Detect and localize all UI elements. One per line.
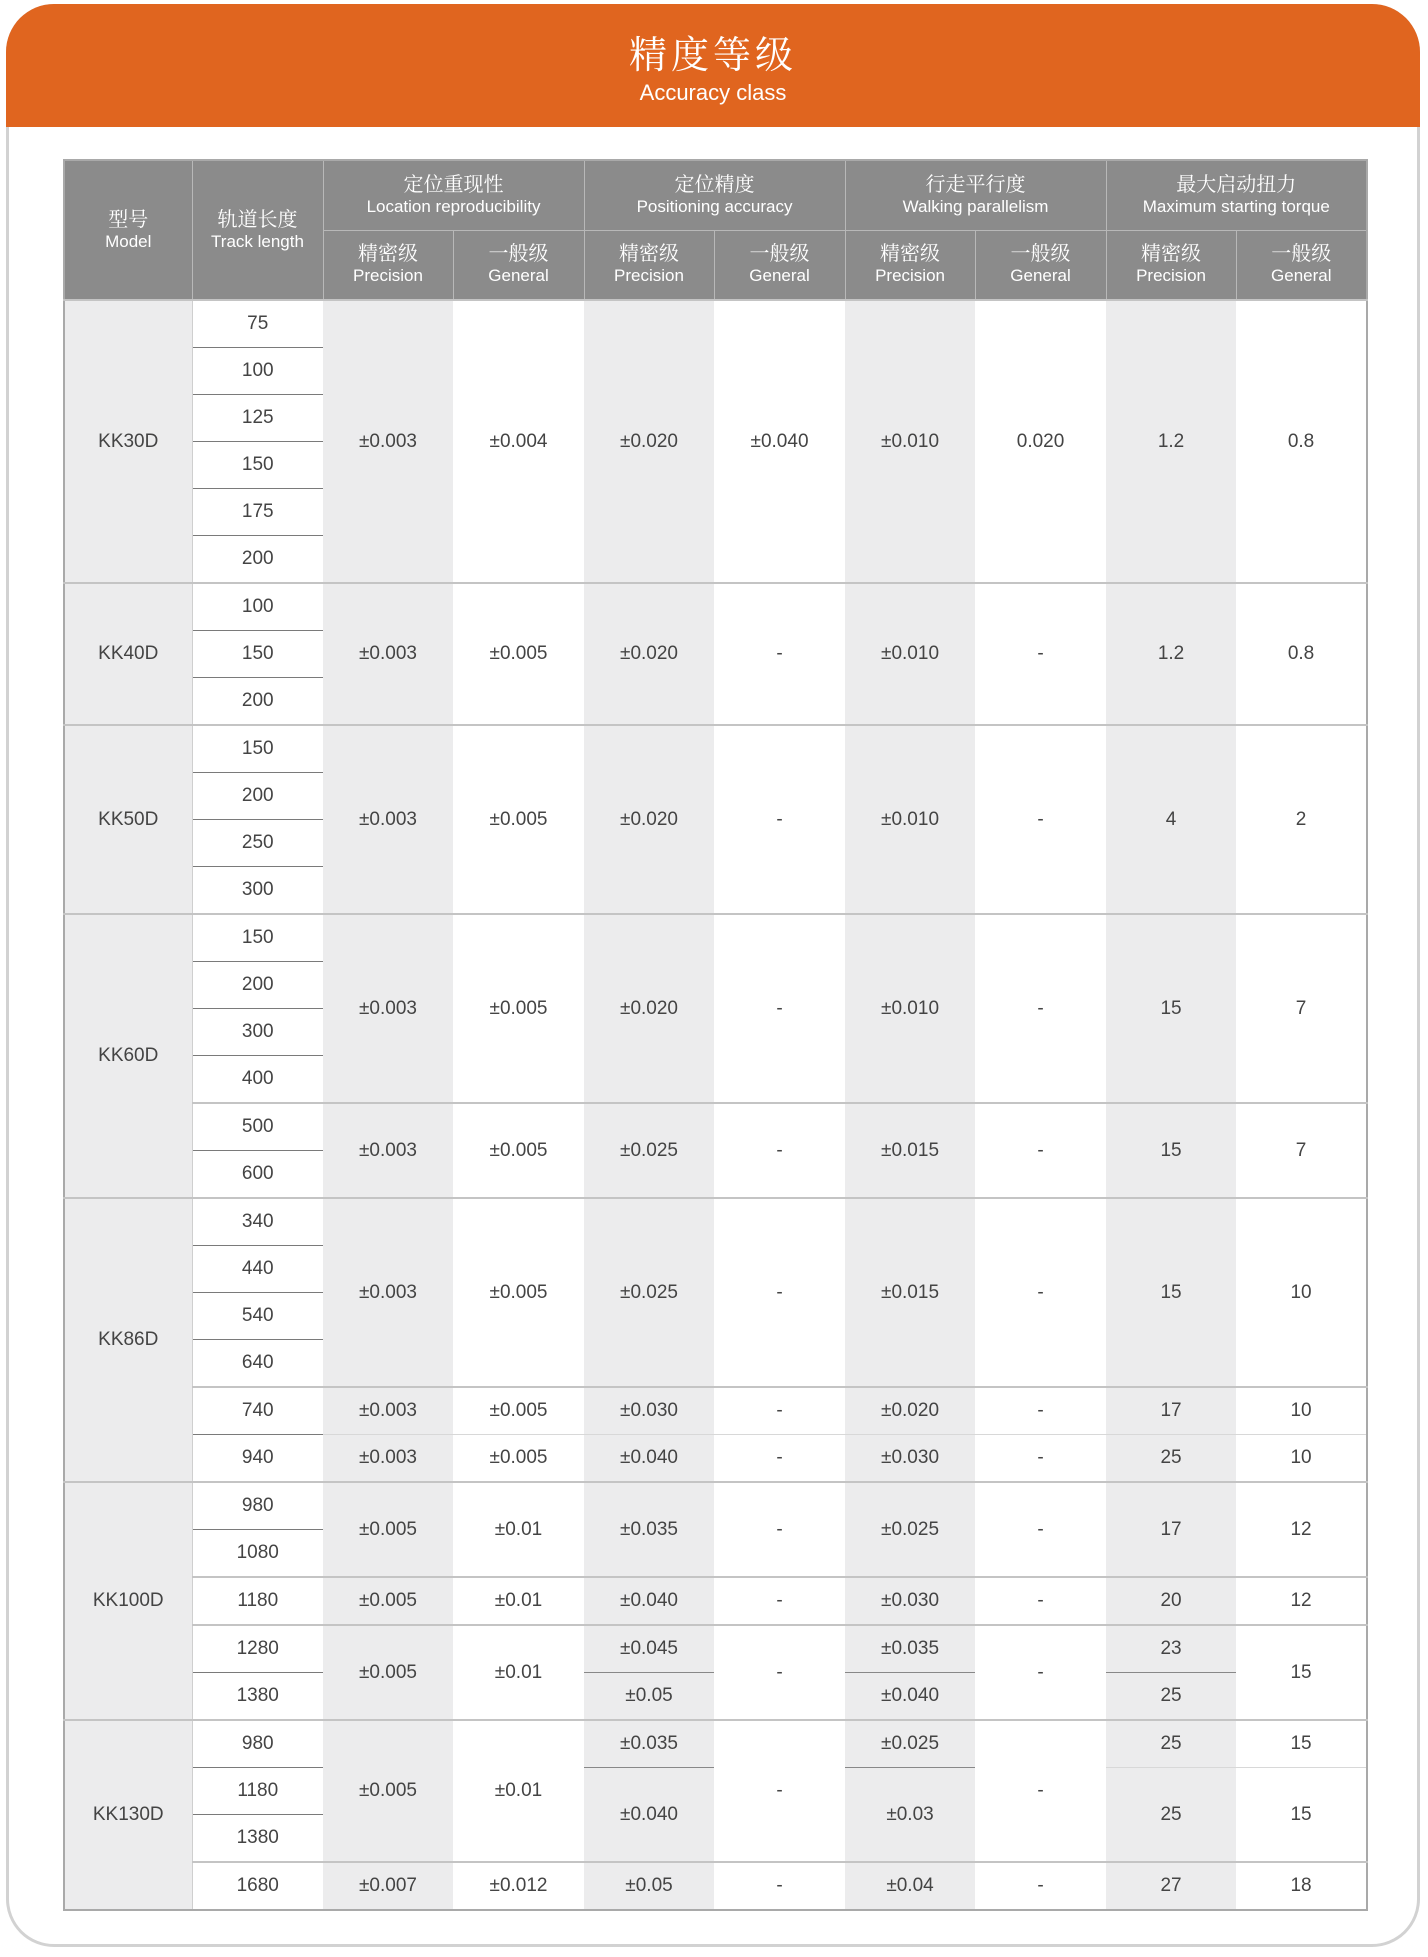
value-cell: 27 (1106, 1862, 1236, 1910)
value-cell: 15 (1236, 1768, 1367, 1863)
header-general: 一般级 General (714, 230, 845, 300)
table-row (64, 725, 1367, 773)
length-cell: 540 (192, 1293, 323, 1340)
value-cell: ±0.020 (845, 1387, 975, 1435)
value-cell: - (975, 1862, 1106, 1910)
value-cell: - (975, 1482, 1106, 1577)
value-cell: ±0.040 (584, 1577, 714, 1625)
length-cell: 1380 (192, 1673, 323, 1721)
value-cell: ±0.007 (323, 1862, 453, 1910)
length-cell: 125 (192, 395, 323, 442)
model-cell: KK30D (64, 300, 192, 583)
header-general: 一般级 General (1236, 230, 1367, 300)
value-cell: - (714, 583, 845, 725)
value-cell: - (975, 1387, 1106, 1435)
value-cell: 0.8 (1236, 583, 1367, 725)
header-precision: 精密级 Precision (845, 230, 975, 300)
value-cell: ±0.01 (453, 1577, 584, 1625)
value-cell: - (714, 1720, 845, 1862)
value-cell: ±0.025 (845, 1720, 975, 1768)
value-cell: - (714, 1482, 845, 1577)
header-general: 一般级 General (975, 230, 1106, 300)
value-cell: ±0.03 (845, 1768, 975, 1863)
value-cell: ±0.005 (453, 583, 584, 725)
table-row (64, 1625, 1367, 1673)
header-precision: 精密级 Precision (323, 230, 453, 300)
header-max-starting-torque: 最大启动扭力 Maximum starting torque (1106, 160, 1367, 230)
value-cell: ±0.020 (584, 300, 714, 583)
value-cell: - (975, 1720, 1106, 1862)
value-cell: 4 (1106, 725, 1236, 914)
value-cell: ±0.015 (845, 1198, 975, 1387)
header-location-reproducibility: 定位重现性 Location reproducibility (323, 160, 584, 230)
value-cell: 25 (1106, 1768, 1236, 1863)
value-cell: ±0.005 (323, 1720, 453, 1862)
value-cell: 1.2 (1106, 583, 1236, 725)
value-cell: - (714, 1103, 845, 1198)
length-cell: 400 (192, 1056, 323, 1104)
value-cell: - (975, 1198, 1106, 1387)
value-cell: ±0.005 (453, 1387, 584, 1435)
value-cell: 7 (1236, 914, 1367, 1103)
length-cell: 640 (192, 1340, 323, 1388)
value-cell: 25 (1106, 1673, 1236, 1721)
table-row (64, 1482, 1367, 1530)
value-cell: - (975, 725, 1106, 914)
value-cell: - (714, 1577, 845, 1625)
length-cell: 200 (192, 773, 323, 820)
table-row (64, 583, 1367, 631)
value-cell: 17 (1106, 1482, 1236, 1577)
model-cell: KK130D (64, 1720, 192, 1910)
table-row (64, 1720, 1367, 1768)
value-cell: - (714, 914, 845, 1103)
value-cell: - (975, 914, 1106, 1103)
value-cell: 17 (1106, 1387, 1236, 1435)
model-cell: KK100D (64, 1482, 192, 1720)
value-cell: - (714, 1625, 845, 1720)
value-cell: ±0.005 (453, 914, 584, 1103)
value-cell: ±0.045 (584, 1625, 714, 1673)
table-row (64, 914, 1367, 962)
accuracy-table (63, 159, 1368, 1911)
value-cell: - (714, 725, 845, 914)
table-row (64, 1577, 1367, 1625)
length-cell: 740 (192, 1387, 323, 1435)
value-cell: ±0.003 (323, 300, 453, 583)
value-cell: ±0.01 (453, 1625, 584, 1720)
value-cell: 15 (1236, 1720, 1367, 1768)
value-cell: ±0.030 (845, 1577, 975, 1625)
value-cell: ±0.015 (845, 1103, 975, 1198)
length-cell: 150 (192, 914, 323, 962)
value-cell: 7 (1236, 1103, 1367, 1198)
value-cell: ±0.035 (845, 1625, 975, 1673)
value-cell: 15 (1106, 1198, 1236, 1387)
value-cell: ±0.01 (453, 1720, 584, 1862)
value-cell: 10 (1236, 1435, 1367, 1483)
table-row (64, 1387, 1367, 1435)
length-cell: 1180 (192, 1768, 323, 1815)
header-positioning-accuracy: 定位精度 Positioning accuracy (584, 160, 845, 230)
value-cell: - (714, 1198, 845, 1387)
header-track-length: 轨道长度 Track length (192, 160, 323, 300)
value-cell: ±0.005 (323, 1577, 453, 1625)
header-walking-parallelism: 行走平行度 Walking parallelism (845, 160, 1106, 230)
length-cell: 1280 (192, 1625, 323, 1673)
value-cell: ±0.040 (714, 300, 845, 583)
length-cell: 100 (192, 348, 323, 395)
length-cell: 300 (192, 867, 323, 915)
header-precision: 精密级 Precision (1106, 230, 1236, 300)
value-cell: - (975, 1577, 1106, 1625)
header-precision: 精密级 Precision (584, 230, 714, 300)
length-cell: 1680 (192, 1862, 323, 1910)
value-cell: 2 (1236, 725, 1367, 914)
value-cell: ±0.020 (584, 583, 714, 725)
value-cell: ±0.040 (584, 1768, 714, 1863)
length-cell: 100 (192, 583, 323, 631)
value-cell: ±0.005 (453, 725, 584, 914)
value-cell: ±0.005 (323, 1482, 453, 1577)
value-cell: ±0.005 (453, 1435, 584, 1483)
value-cell: ±0.030 (845, 1435, 975, 1483)
value-cell: 20 (1106, 1577, 1236, 1625)
length-cell: 980 (192, 1482, 323, 1530)
model-cell: KK86D (64, 1198, 192, 1482)
length-cell: 940 (192, 1435, 323, 1483)
value-cell: - (714, 1387, 845, 1435)
header-model: 型号 Model (64, 160, 192, 300)
value-cell: - (714, 1862, 845, 1910)
value-cell: ±0.010 (845, 583, 975, 725)
value-cell: ±0.040 (584, 1435, 714, 1483)
value-cell: ±0.003 (323, 1435, 453, 1483)
value-cell: ±0.035 (584, 1720, 714, 1768)
value-cell: 12 (1236, 1577, 1367, 1625)
value-cell: - (975, 583, 1106, 725)
value-cell: ±0.01 (453, 1482, 584, 1577)
title-banner (6, 4, 1420, 127)
value-cell: 25 (1106, 1720, 1236, 1768)
value-cell: ±0.012 (453, 1862, 584, 1910)
length-cell: 150 (192, 725, 323, 773)
table-row (64, 1435, 1367, 1483)
length-cell: 150 (192, 631, 323, 678)
value-cell: 23 (1106, 1625, 1236, 1673)
value-cell: ±0.003 (323, 914, 453, 1103)
length-cell: 600 (192, 1151, 323, 1199)
value-cell: ±0.025 (584, 1198, 714, 1387)
model-cell: KK40D (64, 583, 192, 725)
value-cell: ±0.05 (584, 1862, 714, 1910)
length-cell: 200 (192, 962, 323, 1009)
table-row (64, 1103, 1367, 1151)
value-cell: 18 (1236, 1862, 1367, 1910)
value-cell: ±0.035 (584, 1482, 714, 1577)
value-cell: - (975, 1435, 1106, 1483)
length-cell: 175 (192, 489, 323, 536)
value-cell: ±0.005 (453, 1103, 584, 1198)
value-cell: ±0.030 (584, 1387, 714, 1435)
value-cell: - (714, 1435, 845, 1483)
value-cell: 15 (1106, 914, 1236, 1103)
value-cell: ±0.010 (845, 300, 975, 583)
value-cell: ±0.04 (845, 1862, 975, 1910)
length-cell: 300 (192, 1009, 323, 1056)
value-cell: ±0.003 (323, 1198, 453, 1387)
length-cell: 1380 (192, 1815, 323, 1863)
model-cell: KK50D (64, 725, 192, 914)
value-cell: ±0.040 (845, 1673, 975, 1721)
length-cell: 1180 (192, 1577, 323, 1625)
model-cell: KK60D (64, 914, 192, 1198)
value-cell: 15 (1236, 1625, 1367, 1720)
length-cell: 200 (192, 536, 323, 584)
length-cell: 440 (192, 1246, 323, 1293)
length-cell: 150 (192, 442, 323, 489)
page-subtitle: Accuracy class (639, 80, 787, 105)
header-general: 一般级 General (453, 230, 584, 300)
value-cell: ±0.003 (323, 725, 453, 914)
value-cell: ±0.020 (584, 914, 714, 1103)
length-cell: 500 (192, 1103, 323, 1151)
value-cell: - (975, 1625, 1106, 1720)
length-cell: 340 (192, 1198, 323, 1246)
value-cell: 12 (1236, 1482, 1367, 1577)
length-cell: 200 (192, 678, 323, 726)
value-cell: - (975, 1103, 1106, 1198)
table-row (64, 300, 1367, 348)
length-cell: 1080 (192, 1530, 323, 1578)
value-cell: 1.2 (1106, 300, 1236, 583)
value-cell: ±0.003 (323, 1387, 453, 1435)
length-cell: 250 (192, 820, 323, 867)
value-cell: ±0.010 (845, 914, 975, 1103)
value-cell: ±0.005 (453, 1198, 584, 1387)
value-cell: 10 (1236, 1387, 1367, 1435)
value-cell: 10 (1236, 1198, 1367, 1387)
table-row (64, 1862, 1367, 1910)
page-title: 精度等级 (628, 35, 797, 77)
length-cell: 980 (192, 1720, 323, 1768)
value-cell: ±0.003 (323, 583, 453, 725)
value-cell: ±0.010 (845, 725, 975, 914)
value-cell: 15 (1106, 1103, 1236, 1198)
value-cell: ±0.004 (453, 300, 584, 583)
value-cell: 0.020 (975, 300, 1106, 583)
value-cell: ±0.025 (845, 1482, 975, 1577)
value-cell: ±0.020 (584, 725, 714, 914)
value-cell: ±0.025 (584, 1103, 714, 1198)
table-row (64, 1198, 1367, 1246)
value-cell: 25 (1106, 1435, 1236, 1483)
length-cell: 75 (192, 300, 323, 348)
value-cell: ±0.005 (323, 1625, 453, 1720)
value-cell: ±0.05 (584, 1673, 714, 1721)
value-cell: ±0.003 (323, 1103, 453, 1198)
value-cell: 0.8 (1236, 300, 1367, 583)
